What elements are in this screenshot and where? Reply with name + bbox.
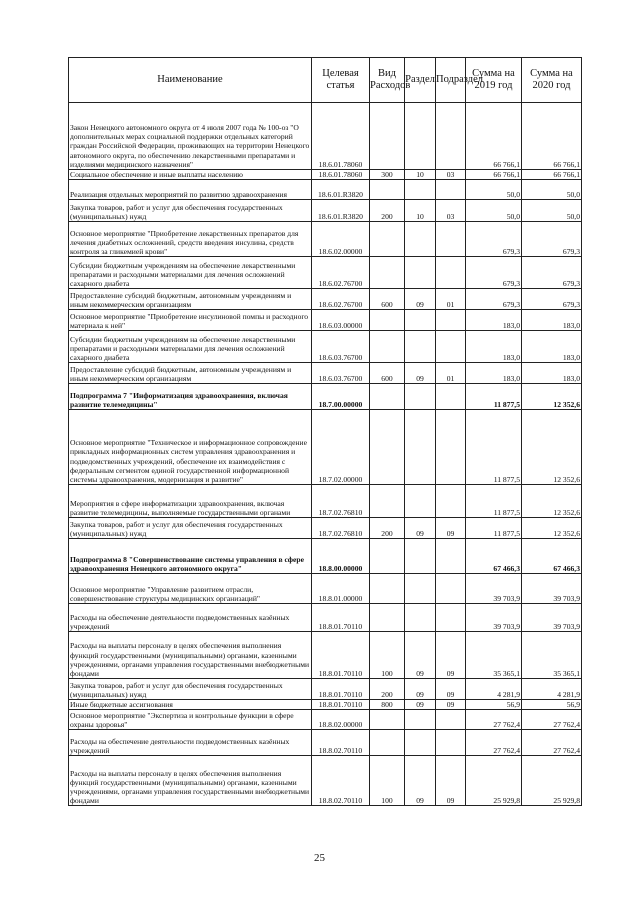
row-target-code: 18.6.01.R3820 xyxy=(312,200,370,222)
table-row xyxy=(69,289,582,310)
table-row xyxy=(69,700,582,710)
row-name: Основное мероприятие "Техническое и информационное сопровождение прикладных информационных систем управления здравоохранения и подведомственных учреждений, обеспечение их взаимодействия с федеральным сегментом единой государственной информационной системы здравоохранения, модернизация и развитие" xyxy=(69,410,312,485)
row-sum-2020: 12 352,6 xyxy=(522,485,582,518)
row-sum-2020: 50,0 xyxy=(522,180,582,200)
row-sum-2020: 67 466,3 xyxy=(522,539,582,574)
table-row xyxy=(69,200,582,222)
row-name: Закупка товаров, работ и услуг для обеспечения государственных (муниципальных) нужд xyxy=(69,518,312,539)
row-vid xyxy=(370,730,405,756)
row-name: Субсидии бюджетным учреждениям на обеспечение лекарственными препаратами и расходными материалами для лечения осложнений сахарного диабета xyxy=(69,257,312,289)
row-razdel: 09 xyxy=(405,700,436,710)
row-sum-2019: 27 762,4 xyxy=(466,730,522,756)
row-target-code: 18.7.02.00000 xyxy=(312,410,370,485)
row-name: Закупка товаров, работ и услуг для обеспечения государственных (муниципальных) нужд xyxy=(69,679,312,700)
row-podrazdel: 09 xyxy=(436,679,466,700)
budget-table xyxy=(68,57,582,806)
row-vid xyxy=(370,384,405,410)
row-razdel xyxy=(405,574,436,604)
row-sum-2019: 11 877,5 xyxy=(466,410,522,485)
row-target-code: 18.6.03.00000 xyxy=(312,310,370,331)
row-razdel xyxy=(405,384,436,410)
table-row xyxy=(69,384,582,410)
row-sum-2020: 12 352,6 xyxy=(522,410,582,485)
row-name: Мероприятия в сфере информатизации здравоохранения, включая развитие телемедицины, выполняемые государственными органами xyxy=(69,485,312,518)
row-vid xyxy=(370,310,405,331)
row-vid xyxy=(370,257,405,289)
row-name: Закон Ненецкого автономного округа от 4 июля 2007 года № 100-оз "О дополнительных мерах социальной поддержки отдельных категорий граждан Российской Федерации, проживающих на территории Ненецкого автономного округа, по обеспечению лекарственными препаратами и изделиями медицинского назначения" xyxy=(69,103,312,170)
row-sum-2020: 4 281,9 xyxy=(522,679,582,700)
row-name: Социальное обеспечение и иные выплаты населению xyxy=(69,170,312,180)
row-podrazdel xyxy=(436,604,466,632)
table-row xyxy=(69,310,582,331)
row-vid: 800 xyxy=(370,700,405,710)
table-row xyxy=(69,679,582,700)
table-row xyxy=(69,730,582,756)
row-vid: 100 xyxy=(370,756,405,806)
row-sum-2019: 679,3 xyxy=(466,289,522,310)
row-razdel xyxy=(405,539,436,574)
row-sum-2019: 66 766,1 xyxy=(466,103,522,170)
row-razdel: 09 xyxy=(405,679,436,700)
table-row xyxy=(69,331,582,363)
row-sum-2019: 679,3 xyxy=(466,222,522,257)
row-sum-2019: 183,0 xyxy=(466,331,522,363)
row-vid xyxy=(370,331,405,363)
row-vid xyxy=(370,180,405,200)
row-podrazdel xyxy=(436,180,466,200)
row-sum-2020: 56,9 xyxy=(522,700,582,710)
row-podrazdel: 01 xyxy=(436,289,466,310)
row-sum-2019: 11 877,5 xyxy=(466,384,522,410)
row-razdel: 09 xyxy=(405,756,436,806)
row-sum-2019: 11 877,5 xyxy=(466,485,522,518)
header-sum2019: Сумма на 2019 год xyxy=(466,58,522,103)
row-target-code: 18.8.01.70110 xyxy=(312,700,370,710)
row-sum-2020: 679,3 xyxy=(522,222,582,257)
row-name: Основное мероприятие "Приобретение лекарственных препаратов для лечения диабетных осложнений, средств введения инсулина, средств контроля за гликемией крови" xyxy=(69,222,312,257)
row-vid: 200 xyxy=(370,518,405,539)
row-sum-2020: 183,0 xyxy=(522,310,582,331)
row-podrazdel xyxy=(436,410,466,485)
table-row xyxy=(69,257,582,289)
row-razdel: 09 xyxy=(405,518,436,539)
row-target-code: 18.6.02.76700 xyxy=(312,289,370,310)
row-vid xyxy=(370,222,405,257)
row-sum-2020: 66 766,1 xyxy=(522,103,582,170)
row-target-code: 18.6.03.76700 xyxy=(312,363,370,384)
row-razdel xyxy=(405,257,436,289)
row-sum-2020: 679,3 xyxy=(522,289,582,310)
row-razdel xyxy=(405,331,436,363)
row-name: Расходы на выплаты персоналу в целях обеспечения выполнения функций государственными (муниципальными) органами, казенными учреждениями, органами управления государственными внебюджетными фондами xyxy=(69,632,312,679)
row-sum-2020: 66 766,1 xyxy=(522,170,582,180)
row-razdel xyxy=(405,710,436,730)
row-sum-2019: 679,3 xyxy=(466,257,522,289)
row-sum-2019: 50,0 xyxy=(466,180,522,200)
row-target-code: 18.8.01.70110 xyxy=(312,632,370,679)
row-podrazdel xyxy=(436,730,466,756)
row-razdel: 09 xyxy=(405,289,436,310)
row-vid: 600 xyxy=(370,363,405,384)
row-vid xyxy=(370,539,405,574)
header-sum2020: Сумма на 2020 год xyxy=(522,58,582,103)
row-sum-2019: 66 766,1 xyxy=(466,170,522,180)
row-target-code: 18.6.02.00000 xyxy=(312,222,370,257)
row-sum-2019: 183,0 xyxy=(466,310,522,331)
row-vid xyxy=(370,485,405,518)
row-sum-2019: 11 877,5 xyxy=(466,518,522,539)
row-sum-2019: 35 365,1 xyxy=(466,632,522,679)
table-row xyxy=(69,363,582,384)
table-row xyxy=(69,604,582,632)
header-podrazdel: Подраздел xyxy=(436,58,466,103)
row-target-code: 18.6.01.78060 xyxy=(312,170,370,180)
row-podrazdel: 09 xyxy=(436,756,466,806)
table-body xyxy=(69,103,582,806)
table-row xyxy=(69,485,582,518)
row-podrazdel: 09 xyxy=(436,518,466,539)
row-sum-2019: 183,0 xyxy=(466,363,522,384)
row-target-code: 18.7.00.00000 xyxy=(312,384,370,410)
header-row xyxy=(69,58,582,103)
row-sum-2020: 679,3 xyxy=(522,257,582,289)
row-name: Закупка товаров, работ и услуг для обеспечения государственных (муниципальных) нужд xyxy=(69,200,312,222)
row-sum-2019: 56,9 xyxy=(466,700,522,710)
row-target-code: 18.8.01.00000 xyxy=(312,574,370,604)
row-sum-2020: 25 929,8 xyxy=(522,756,582,806)
row-target-code: 18.6.03.76700 xyxy=(312,331,370,363)
row-razdel: 10 xyxy=(405,170,436,180)
row-target-code: 18.6.01.R3820 xyxy=(312,180,370,200)
row-sum-2020: 39 703,9 xyxy=(522,574,582,604)
row-name: Подпрограмма 7 "Информатизация здравоохранения, включая развитие телемедицины" xyxy=(69,384,312,410)
row-podrazdel xyxy=(436,710,466,730)
page-number: 25 xyxy=(314,852,325,864)
row-name: Расходы на выплаты персоналу в целях обеспечения выполнения функций государственными (муниципальными) органами, казенными учреждениями, органами управления государственными внебюджетными фондами xyxy=(69,756,312,806)
row-sum-2020: 39 703,9 xyxy=(522,604,582,632)
row-sum-2020: 183,0 xyxy=(522,331,582,363)
row-sum-2019: 25 929,8 xyxy=(466,756,522,806)
row-razdel xyxy=(405,310,436,331)
row-razdel xyxy=(405,604,436,632)
table-row xyxy=(69,539,582,574)
row-podrazdel xyxy=(436,539,466,574)
row-sum-2020: 183,0 xyxy=(522,363,582,384)
table-row xyxy=(69,518,582,539)
row-razdel xyxy=(405,222,436,257)
row-podrazdel: 03 xyxy=(436,200,466,222)
row-target-code: 18.8.02.70110 xyxy=(312,730,370,756)
row-sum-2020: 27 762,4 xyxy=(522,710,582,730)
row-name: Иные бюджетные ассигнования xyxy=(69,700,312,710)
row-name: Предоставление субсидий бюджетным, автономным учреждениям и иным некоммерческим организациям xyxy=(69,363,312,384)
table-row xyxy=(69,222,582,257)
row-name: Расходы на обеспечение деятельности подведомственных казённых учреждений xyxy=(69,604,312,632)
table-row xyxy=(69,756,582,806)
row-sum-2019: 67 466,3 xyxy=(466,539,522,574)
row-sum-2019: 39 703,9 xyxy=(466,574,522,604)
row-name: Расходы на обеспечение деятельности подведомственных казённых учреждений xyxy=(69,730,312,756)
table-row xyxy=(69,632,582,679)
table-row xyxy=(69,170,582,180)
row-vid: 300 xyxy=(370,170,405,180)
row-target-code: 18.7.02.76810 xyxy=(312,518,370,539)
row-vid xyxy=(370,604,405,632)
row-podrazdel: 01 xyxy=(436,363,466,384)
table-row xyxy=(69,410,582,485)
row-podrazdel xyxy=(436,485,466,518)
row-name: Предоставление субсидий бюджетным, автономным учреждениям и иным некоммерческим организациям xyxy=(69,289,312,310)
row-target-code: 18.8.00.00000 xyxy=(312,539,370,574)
header-target: Целевая статья xyxy=(312,58,370,103)
row-sum-2019: 39 703,9 xyxy=(466,604,522,632)
row-podrazdel xyxy=(436,384,466,410)
header-name: Наименование xyxy=(69,58,312,103)
row-razdel xyxy=(405,485,436,518)
row-podrazdel: 09 xyxy=(436,700,466,710)
row-sum-2020: 50,0 xyxy=(522,200,582,222)
row-name: Подпрограмма 8 "Совершенствование системы управления в сфере здравоохранения Ненецкого автономного округа" xyxy=(69,539,312,574)
row-sum-2019: 27 762,4 xyxy=(466,710,522,730)
row-target-code: 18.8.01.70110 xyxy=(312,604,370,632)
row-razdel xyxy=(405,410,436,485)
row-name: Основное мероприятие "Экспертиза и контрольные функции в сфере охраны здоровья" xyxy=(69,710,312,730)
row-name: Основное мероприятие "Приобретение инсулиновой помпы и расходного материала к ней" xyxy=(69,310,312,331)
row-podrazdel: 09 xyxy=(436,632,466,679)
row-target-code: 18.6.02.76700 xyxy=(312,257,370,289)
row-sum-2020: 27 762,4 xyxy=(522,730,582,756)
row-vid: 200 xyxy=(370,200,405,222)
row-podrazdel xyxy=(436,331,466,363)
row-target-code: 18.8.02.00000 xyxy=(312,710,370,730)
row-target-code: 18.8.01.70110 xyxy=(312,679,370,700)
table-row xyxy=(69,710,582,730)
row-razdel: 10 xyxy=(405,200,436,222)
row-sum-2020: 12 352,6 xyxy=(522,384,582,410)
row-sum-2019: 50,0 xyxy=(466,200,522,222)
row-podrazdel xyxy=(436,103,466,170)
row-sum-2020: 35 365,1 xyxy=(522,632,582,679)
row-vid: 200 xyxy=(370,679,405,700)
row-razdel: 09 xyxy=(405,632,436,679)
row-name: Основное мероприятие "Управление развитием отрасли, совершенствование структуры медицинских организаций" xyxy=(69,574,312,604)
row-podrazdel xyxy=(436,222,466,257)
table-row xyxy=(69,103,582,170)
row-target-code: 18.7.02.76810 xyxy=(312,485,370,518)
row-name: Реализация отдельных мероприятий по развитию здравоохранения xyxy=(69,180,312,200)
row-razdel xyxy=(405,103,436,170)
row-sum-2020: 12 352,6 xyxy=(522,518,582,539)
row-razdel xyxy=(405,180,436,200)
row-podrazdel xyxy=(436,310,466,331)
row-vid xyxy=(370,574,405,604)
row-vid xyxy=(370,410,405,485)
header-razdel: Раздел xyxy=(405,58,436,103)
row-vid xyxy=(370,103,405,170)
row-target-code: 18.6.01.78060 xyxy=(312,103,370,170)
row-vid: 100 xyxy=(370,632,405,679)
row-vid xyxy=(370,710,405,730)
row-vid: 600 xyxy=(370,289,405,310)
row-podrazdel xyxy=(436,257,466,289)
row-podrazdel: 03 xyxy=(436,170,466,180)
row-podrazdel xyxy=(436,574,466,604)
row-razdel: 09 xyxy=(405,363,436,384)
row-sum-2019: 4 281,9 xyxy=(466,679,522,700)
row-razdel xyxy=(405,730,436,756)
row-target-code: 18.8.02.70110 xyxy=(312,756,370,806)
table-row xyxy=(69,574,582,604)
header-vid: Вид Расходов xyxy=(370,58,405,103)
table-row xyxy=(69,180,582,200)
row-name: Субсидии бюджетным учреждениям на обеспечение лекарственными препаратами и расходными материалами для лечения осложнений сахарного диабета xyxy=(69,331,312,363)
